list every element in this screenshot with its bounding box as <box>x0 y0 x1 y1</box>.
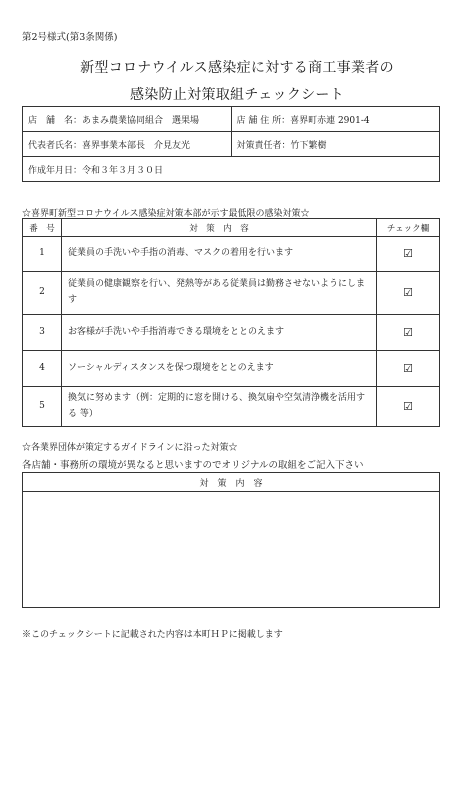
footnote: ※このチェックシートに記載された内容は本町ＨＰに掲載します <box>22 630 283 640</box>
store-address-label: 店 舗 住 所： <box>236 115 291 126</box>
info-table <box>22 106 440 182</box>
measures-table <box>22 218 440 427</box>
column-header-number: 番 号 <box>23 219 62 237</box>
measure-number: 3 <box>23 315 62 351</box>
measure-checkbox[interactable]: ☑ <box>377 387 440 427</box>
store-address-cell <box>231 107 440 132</box>
measure-row-2 <box>23 272 440 315</box>
info-row <box>23 107 440 132</box>
representative-label: 代表者氏名： <box>28 140 83 151</box>
custom-measures-entry-area[interactable] <box>23 492 440 608</box>
measure-row-1 <box>23 237 440 272</box>
measure-text: 従業員の健康観察を行い、発熱等がある従業員は勤務させないようにします <box>62 272 377 315</box>
column-header-content: 対 策 内 容 <box>62 219 377 237</box>
store-name-label: 店 舗 名： <box>28 115 83 126</box>
measure-number: 1 <box>23 237 62 272</box>
store-name-value[interactable]: あまみ農業協同組合 選果場 <box>82 115 200 126</box>
measure-text: お客様が手洗いや手指消毒できる環境をととのえます <box>62 315 377 351</box>
manager-value[interactable]: 竹下繁樹 <box>290 140 327 151</box>
date-label: 作成年月日： <box>28 165 83 176</box>
measure-number: 4 <box>23 351 62 387</box>
date-value[interactable]: 令和３年３月３０日 <box>82 165 164 176</box>
measure-row-5 <box>23 387 440 427</box>
measure-number: 2 <box>23 272 62 315</box>
representative-value[interactable]: 喜界事業本部長 介見友光 <box>82 140 191 151</box>
custom-measures-header-row <box>23 473 440 492</box>
date-cell <box>23 157 440 182</box>
measure-checkbox[interactable]: ☑ <box>377 351 440 387</box>
measure-row-4 <box>23 351 440 387</box>
column-header-content: 対 策 内 容 <box>23 473 440 492</box>
store-address-value[interactable]: 喜界町赤連 2901-4 <box>290 115 370 126</box>
custom-measures-body-row <box>23 492 440 608</box>
measure-checkbox[interactable]: ☑ <box>377 237 440 272</box>
representative-cell <box>23 132 232 157</box>
section2-instruction: 各店舗・事務所の環境が異なると思いますのでオリジナルの取組をご記入下さい <box>22 460 364 471</box>
measure-row-3 <box>23 315 440 351</box>
measure-text: ソーシャルディスタンスを保つ環境をととのえます <box>62 351 377 387</box>
measure-checkbox[interactable]: ☑ <box>377 272 440 315</box>
info-row <box>23 157 440 182</box>
measures-header-row <box>23 219 440 237</box>
column-header-check: チェック欄 <box>377 219 440 237</box>
document-title-line1: 新型コロナウイルス感染症に対する商工事業者の <box>80 60 394 76</box>
measure-checkbox[interactable]: ☑ <box>377 315 440 351</box>
info-row <box>23 132 440 157</box>
measure-text: 従業員の手洗いや手指の消毒、マスクの着用を行います <box>62 237 377 272</box>
measure-number: 5 <box>23 387 62 427</box>
store-name-cell <box>23 107 232 132</box>
manager-cell <box>231 132 440 157</box>
form-number: 第2号様式(第3条関係) <box>22 32 118 43</box>
section1-heading: ☆喜界町新型コロナウイルス感染症対策本部が示す最低限の感染対策☆ <box>22 209 310 219</box>
document-title-line2: 感染防止対策取組チェックシート <box>129 87 345 103</box>
manager-label: 対策責任者： <box>236 140 291 151</box>
measure-text: 換気に努めます（例：定期的に窓を開ける、換気扇や空気清浄機を活用する 等） <box>62 387 377 427</box>
section2-heading: ☆各業界団体が策定するガイドラインに沿った対策☆ <box>22 443 238 453</box>
custom-measures-table <box>22 472 440 608</box>
